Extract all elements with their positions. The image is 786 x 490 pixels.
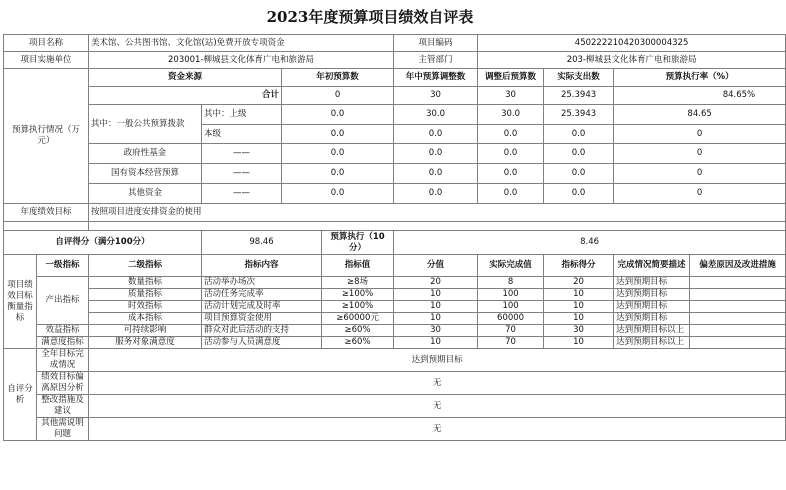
got-cell[interactable]: 10: [544, 337, 614, 349]
self-score-value[interactable]: 98.46: [202, 231, 322, 255]
content-cell[interactable]: 活动参与人员满意度: [202, 337, 322, 349]
fund-adjust[interactable]: 0.0: [394, 144, 478, 164]
other-initial[interactable]: 0.0: [282, 184, 394, 204]
fund-initial[interactable]: 0.0: [282, 144, 394, 164]
annual-goal-label: 年度绩效目标: [4, 204, 89, 222]
budget-total-adjust[interactable]: 30: [394, 87, 478, 105]
analysis-item-label: 整改措施及建议: [37, 395, 89, 418]
budget-header-actual: 实际支出数: [544, 69, 614, 87]
analysis-item-value[interactable]: 无: [89, 372, 786, 395]
impl-unit-cell[interactable]: 203001-柳城县文化体育广电和旅游局: [89, 52, 394, 69]
other-adjust[interactable]: 0.0: [394, 184, 478, 204]
actual-cell[interactable]: 70: [478, 325, 544, 337]
local-initial[interactable]: 0.0: [282, 125, 394, 144]
score-cell[interactable]: 20: [394, 277, 478, 289]
desc-cell[interactable]: 达到预期目标: [614, 277, 690, 289]
output-indicator-label: 产出指标: [37, 277, 89, 325]
level2-cell: 成本指标: [89, 313, 202, 325]
budget-total-rate[interactable]: 84.65%: [614, 87, 786, 105]
state-adjust[interactable]: 0.0: [394, 164, 478, 184]
other-dash: ——: [202, 184, 282, 204]
annual-goal-cell[interactable]: 按照项目进度安排资金的使用: [89, 204, 786, 222]
content-cell[interactable]: 活动计划完成及时率: [202, 301, 322, 313]
target-cell[interactable]: ≥100%: [322, 289, 394, 301]
level2-cell: 时效指标: [89, 301, 202, 313]
analysis-item-label: 全年目标完成情况: [37, 349, 89, 372]
target-cell[interactable]: ≥60000元: [322, 313, 394, 325]
reason-cell[interactable]: [690, 325, 786, 337]
desc-cell[interactable]: 达到预期目标以上: [614, 337, 690, 349]
other-rate[interactable]: 0: [614, 184, 786, 204]
upper-rate[interactable]: 84.65: [614, 105, 786, 125]
upper-initial[interactable]: 0.0: [282, 105, 394, 125]
project-code-cell[interactable]: 450222210420300004325: [478, 35, 786, 52]
indicator-header-reason: 偏差原因及改进措施: [690, 255, 786, 277]
budget-header-adjusted: 调整后预算数: [478, 69, 544, 87]
project-name-label: 项目名称: [4, 35, 89, 52]
self-score-label: 自评得分（满分100分）: [4, 231, 202, 255]
score-cell[interactable]: 10: [394, 313, 478, 325]
target-cell[interactable]: ≥60%: [322, 325, 394, 337]
got-cell[interactable]: 10: [544, 289, 614, 301]
level2-cell: 可持续影响: [89, 325, 202, 337]
dept-label: 主管部门: [394, 52, 478, 69]
upper-label: 其中：上级: [202, 105, 282, 125]
other-adjusted[interactable]: 0.0: [478, 184, 544, 204]
reason-cell[interactable]: [690, 277, 786, 289]
state-actual[interactable]: 0.0: [544, 164, 614, 184]
content-cell[interactable]: 群众对此后活动的支持: [202, 325, 322, 337]
budget-total-label: 合计: [89, 87, 282, 105]
content-cell[interactable]: 项目预算资金使用: [202, 313, 322, 325]
project-name-cell[interactable]: 美术馆、公共图书馆、文化馆(站)免费开放专项资金: [89, 35, 394, 52]
budget-header-source: 资金来源: [89, 69, 282, 87]
fund-actual[interactable]: 0.0: [544, 144, 614, 164]
got-cell[interactable]: 20: [544, 277, 614, 289]
score-cell[interactable]: 10: [394, 337, 478, 349]
local-actual[interactable]: 0.0: [544, 125, 614, 144]
actual-cell[interactable]: 8: [478, 277, 544, 289]
indicator-section-label: 项目绩效目标衡量指标: [4, 255, 37, 349]
desc-cell[interactable]: 达到预期目标以上: [614, 325, 690, 337]
exec-score-value[interactable]: 8.46: [394, 231, 786, 255]
fund-label: 政府性基金: [89, 144, 202, 164]
upper-adjusted[interactable]: 30.0: [478, 105, 544, 125]
target-cell[interactable]: ≥8场: [322, 277, 394, 289]
local-rate[interactable]: 0: [614, 125, 786, 144]
fund-dash: ——: [202, 144, 282, 164]
reason-cell[interactable]: [690, 337, 786, 349]
score-cell[interactable]: 10: [394, 289, 478, 301]
actual-cell[interactable]: 100: [478, 289, 544, 301]
indicator-header-desc: 完成情况简要描述: [614, 255, 690, 277]
got-cell[interactable]: 10: [544, 313, 614, 325]
indicator-header-actual: 实际完成值: [478, 255, 544, 277]
spacer-cell: [4, 222, 89, 231]
other-label: 其他资金: [89, 184, 202, 204]
local-adjusted[interactable]: 0.0: [478, 125, 544, 144]
local-adjust[interactable]: 0.0: [394, 125, 478, 144]
score-cell[interactable]: 10: [394, 301, 478, 313]
actual-cell[interactable]: 100: [478, 301, 544, 313]
state-adjusted[interactable]: 0.0: [478, 164, 544, 184]
indicator-header-target: 指标值: [322, 255, 394, 277]
budget-header-adjust: 年中预算调整数: [394, 69, 478, 87]
dept-cell[interactable]: 203-柳城县文化体育广电和旅游局: [478, 52, 786, 69]
budget-total-initial[interactable]: 0: [282, 87, 394, 105]
project-code-label: 项目编码: [394, 35, 478, 52]
evaluation-table: [3, 34, 786, 441]
analysis-section-label: 自评分析: [4, 349, 37, 441]
impl-unit-label: 项目实施单位: [4, 52, 89, 69]
target-cell[interactable]: ≥100%: [322, 301, 394, 313]
indicator-header-level2: 二级指标: [89, 255, 202, 277]
upper-adjust[interactable]: 30.0: [394, 105, 478, 125]
indicator-header-content: 指标内容: [202, 255, 322, 277]
analysis-item-value[interactable]: 无: [89, 395, 786, 418]
satisfaction-indicator-label: 满意度指标: [37, 337, 89, 349]
state-initial[interactable]: 0.0: [282, 164, 394, 184]
budget-header-initial: 年初预算数: [282, 69, 394, 87]
budget-total-actual[interactable]: 25.3943: [544, 87, 614, 105]
desc-cell[interactable]: 达到预期目标: [614, 313, 690, 325]
general-budget-label: 其中：一般公共预算拨款: [89, 105, 202, 144]
upper-actual[interactable]: 25.3943: [544, 105, 614, 125]
state-rate[interactable]: 0: [614, 164, 786, 184]
fund-adjusted[interactable]: 0.0: [478, 144, 544, 164]
got-cell[interactable]: 30: [544, 325, 614, 337]
actual-cell[interactable]: 60000: [478, 313, 544, 325]
desc-cell[interactable]: 达到预期目标: [614, 301, 690, 313]
analysis-item-value[interactable]: 无: [89, 418, 786, 441]
level2-cell: 质量指标: [89, 289, 202, 301]
fund-rate[interactable]: 0: [614, 144, 786, 164]
reason-cell[interactable]: [690, 313, 786, 325]
analysis-item-label: 其他需说明问题: [37, 418, 89, 441]
state-dash: ——: [202, 164, 282, 184]
reason-cell[interactable]: [690, 301, 786, 313]
actual-cell[interactable]: 70: [478, 337, 544, 349]
budget-section-label: 预算执行情况（万元）: [4, 69, 89, 204]
spacer-cell: [89, 222, 786, 231]
indicator-header-level1: 一级指标: [37, 255, 89, 277]
got-cell[interactable]: 10: [544, 301, 614, 313]
state-label: 国有资本经营预算: [89, 164, 202, 184]
score-cell[interactable]: 30: [394, 325, 478, 337]
content-cell[interactable]: 活动任务完成率: [202, 289, 322, 301]
indicator-header-score: 分值: [394, 255, 478, 277]
local-label: 本级: [202, 125, 282, 144]
content-cell[interactable]: 活动举办场次: [202, 277, 322, 289]
benefit-indicator-label: 效益指标: [37, 325, 89, 337]
indicator-header-got: 指标得分: [544, 255, 614, 277]
target-cell[interactable]: ≥60%: [322, 337, 394, 349]
other-actual[interactable]: 0.0: [544, 184, 614, 204]
exec-score-label: 预算执行（10分）: [322, 231, 394, 255]
analysis-item-label: 绩效目标偏离原因分析: [37, 372, 89, 395]
budget-header-rate: 预算执行率（%）: [614, 69, 786, 87]
level2-cell: 服务对象满意度: [89, 337, 202, 349]
budget-total-adjusted[interactable]: 30: [478, 87, 544, 105]
reason-cell[interactable]: [690, 289, 786, 301]
sheet-title: 2023年度预算项目绩效自评表: [266, 8, 474, 26]
desc-cell[interactable]: 达到预期目标: [614, 289, 690, 301]
analysis-item-value[interactable]: 达到预期目标: [89, 349, 786, 372]
level2-cell: 数量指标: [89, 277, 202, 289]
